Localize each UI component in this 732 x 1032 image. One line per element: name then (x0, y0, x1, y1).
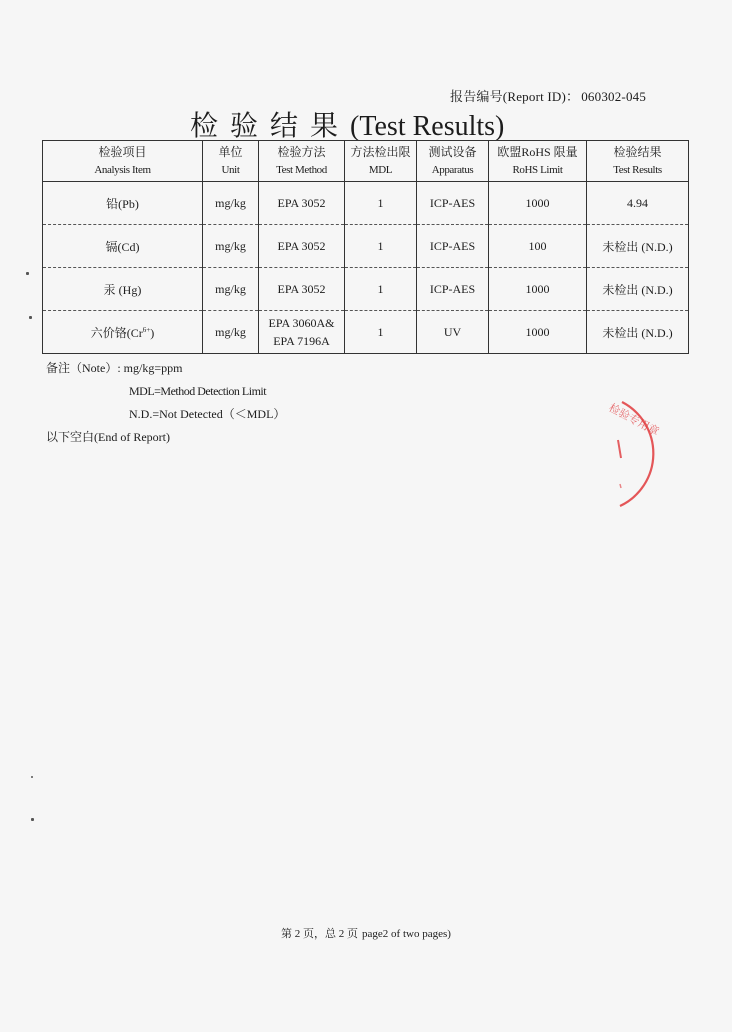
cell-apparatus: ICP-AES (417, 182, 489, 225)
test-results-table (42, 140, 689, 354)
cell-method: EPA 3052 (259, 268, 345, 311)
cell-mdl: 1 (345, 311, 417, 354)
table-row (43, 225, 689, 268)
official-seal-stamp (560, 388, 670, 518)
cell-result: 未检出 (N.D.) (587, 268, 689, 311)
report-id (450, 86, 690, 105)
cell-apparatus: UV (417, 311, 489, 354)
page-footer (0, 925, 732, 941)
header-mdl: 方法检出限 MDL (345, 141, 417, 182)
end-of-report: 以下空白(End of Report) (46, 430, 170, 444)
scan-speck (31, 776, 33, 778)
header-unit: 单位 Unit (203, 141, 259, 182)
cell-result: 未检出 (N.D.) (587, 311, 689, 354)
table-row (43, 268, 689, 311)
cell-limit: 1000 (489, 311, 587, 354)
cell-mdl: 1 (345, 225, 417, 268)
scan-speck (29, 316, 32, 319)
page-title (190, 104, 550, 144)
notes-section (46, 357, 285, 449)
header-test-results: 检验结果 Test Results (587, 141, 689, 182)
cell-mdl: 1 (345, 182, 417, 225)
report-id-value: 060302-045 (581, 89, 647, 104)
cell-unit: mg/kg (203, 268, 259, 311)
cell-item: 镉(Cd) (43, 225, 203, 268)
header-rohs-limit: 欧盟RoHS 限量 RoHS Limit (489, 141, 587, 182)
cell-item: 六价铬$(Cr^{6+})$ (43, 311, 203, 354)
note-nd: N.D.=Not Detected（＜MDL） (129, 407, 286, 421)
cell-item: 铅(Pb) (43, 182, 203, 225)
cell-result: 4.94 (587, 182, 689, 225)
cell-apparatus: ICP-AES (417, 225, 489, 268)
header-analysis-item: 检验项目 Analysis Item (43, 141, 203, 182)
report-id-label: 报告编号(Report ID)： (450, 89, 580, 104)
cell-unit: mg/kg (203, 225, 259, 268)
page-title-en: (Test Results) (350, 111, 505, 142)
cell-limit: 1000 (489, 268, 587, 311)
note-units: 备注（Note）: mg/kg=ppm (46, 361, 183, 375)
page-title-zh: 检验结果 (190, 111, 351, 142)
cell-method: EPA 3060A& EPA 7196A (259, 311, 345, 354)
cell-result: 未检出 (N.D.) (587, 225, 689, 268)
seal-text: 检验专用章 (606, 402, 661, 439)
cell-unit: mg/kg (203, 182, 259, 225)
header-test-method: 检验方法 Test Method (259, 141, 345, 182)
cell-method: EPA 3052 (259, 182, 345, 225)
cell-limit: 1000 (489, 182, 587, 225)
table-row (43, 311, 689, 354)
header-apparatus: 测试设备 Apparatus (417, 141, 489, 182)
table-row (43, 182, 689, 225)
footer-page-zh: 第 2 页，总 2 页 (281, 928, 359, 940)
scan-speck (31, 818, 34, 821)
cell-limit: 100 (489, 225, 587, 268)
scan-speck (26, 272, 29, 275)
cell-item: 汞 (Hg) (43, 268, 203, 311)
cell-unit: mg/kg (203, 311, 259, 354)
note-mdl: MDL=Method Detection Limit (129, 384, 267, 398)
cell-method: EPA 3052 (259, 225, 345, 268)
footer-page-en: page2 of two pages) (362, 928, 451, 940)
cell-mdl: 1 (345, 268, 417, 311)
cell-apparatus: ICP-AES (417, 268, 489, 311)
table-header-row (43, 141, 689, 182)
